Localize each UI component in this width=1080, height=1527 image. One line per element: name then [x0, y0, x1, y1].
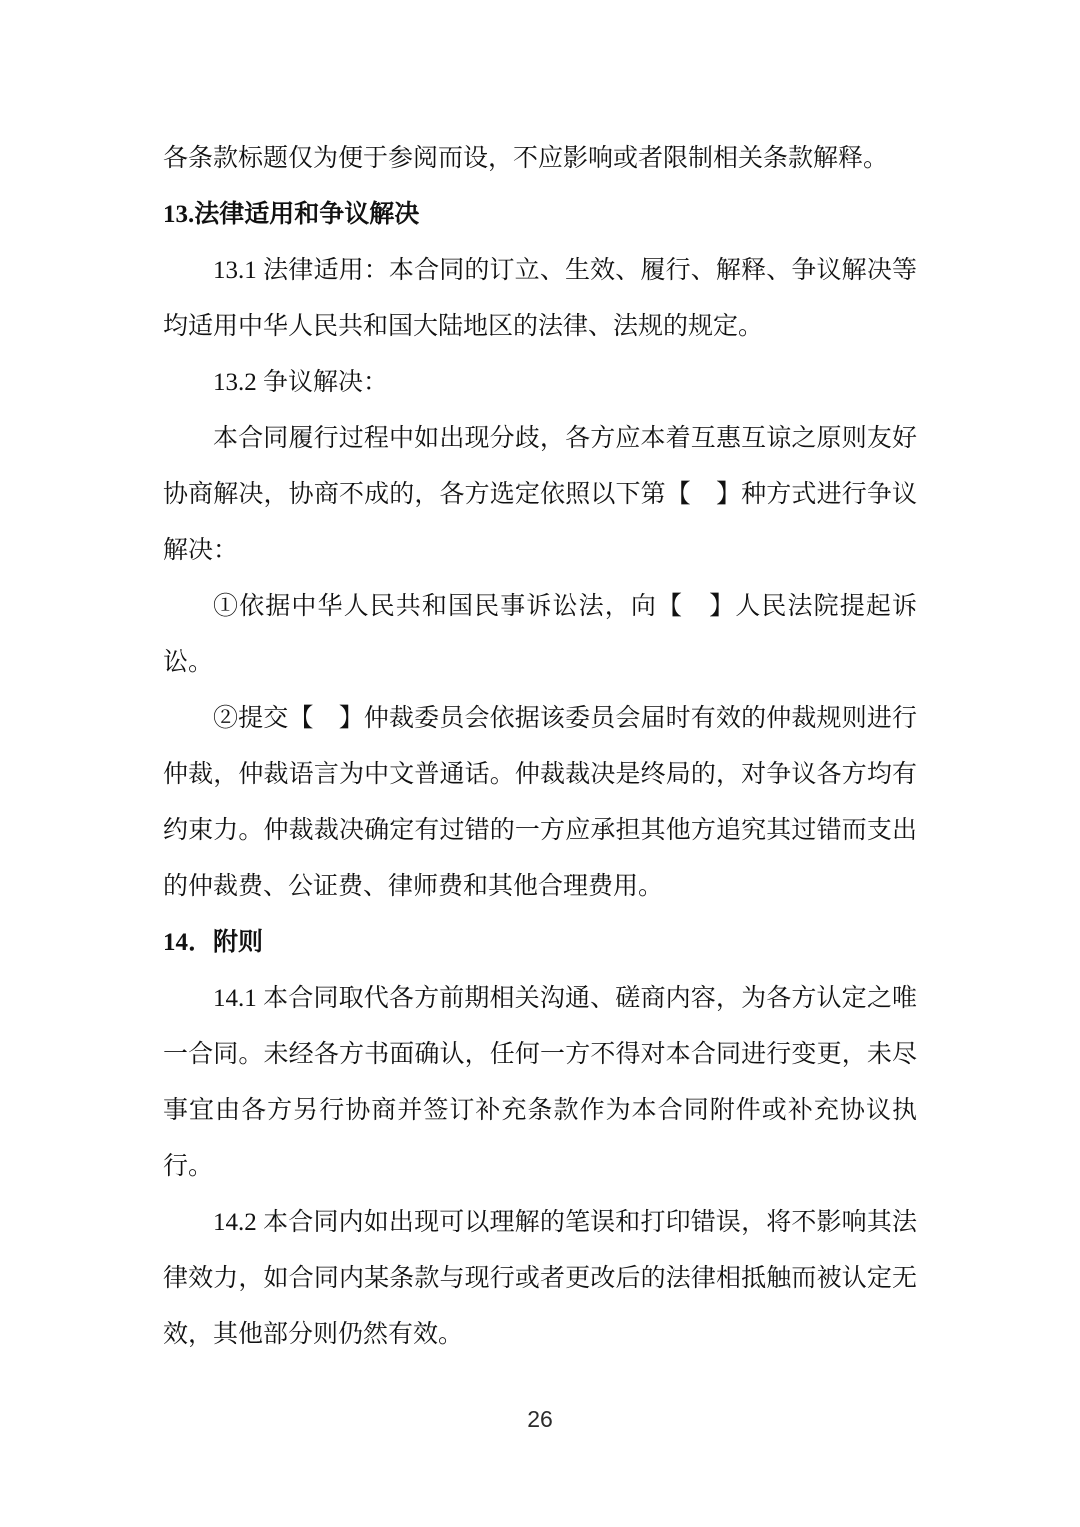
section-heading: 13.法律适用和争议解决 [163, 201, 420, 228]
document-content [163, 131, 917, 1363]
contract-paragraph: 13.2 争议解决： [213, 369, 389, 396]
contract-paragraph: 14.1 本合同取代各方前期相关沟通、磋商内容，为各方认定之唯一合同。未经各方书面确认，任何一方不得对本合同进行变更，未尽事宜由各方另行协商并签订补充条款作为本合同附件或补充协议执行。 [163, 985, 917, 1180]
section-heading: 14．附则 [163, 929, 264, 956]
contract-paragraph: 各条款标题仅为便于参阅而设，不应影响或者限制相关条款解释。 [163, 145, 889, 172]
contract-paragraph: ②提交【 】仲裁委员会依据该委员会届时有效的仲裁规则进行仲裁，仲裁语言为中文普通话。仲裁裁决是终局的，对争议各方均有约束力。仲裁裁决确定有过错的一方应承担其他方追究其过错而支出的仲裁费、公证费、律师费和其他合理费用。 [163, 705, 917, 900]
contract-paragraph: 13.1 法律适用：本合同的订立、生效、履行、解释、争议解决等均适用中华人民共和国大陆地区的法律、法规的规定。 [163, 257, 917, 340]
contract-paragraph: ①依据中华人民共和国民事诉讼法，向【 】人民法院提起诉讼。 [163, 593, 917, 676]
contract-paragraph: 本合同履行过程中如出现分歧，各方应本着互惠互谅之原则友好协商解决，协商不成的，各方选定依照以下第【 】种方式进行争议解决： [163, 425, 917, 564]
page-number: 26 [527, 1406, 553, 1432]
contract-paragraph: 14.2 本合同内如出现可以理解的笔误和打印错误，将不影响其法律效力，如合同内某条款与现行或者更改后的法律相抵触而被认定无效，其他部分则仍然有效。 [163, 1209, 917, 1348]
